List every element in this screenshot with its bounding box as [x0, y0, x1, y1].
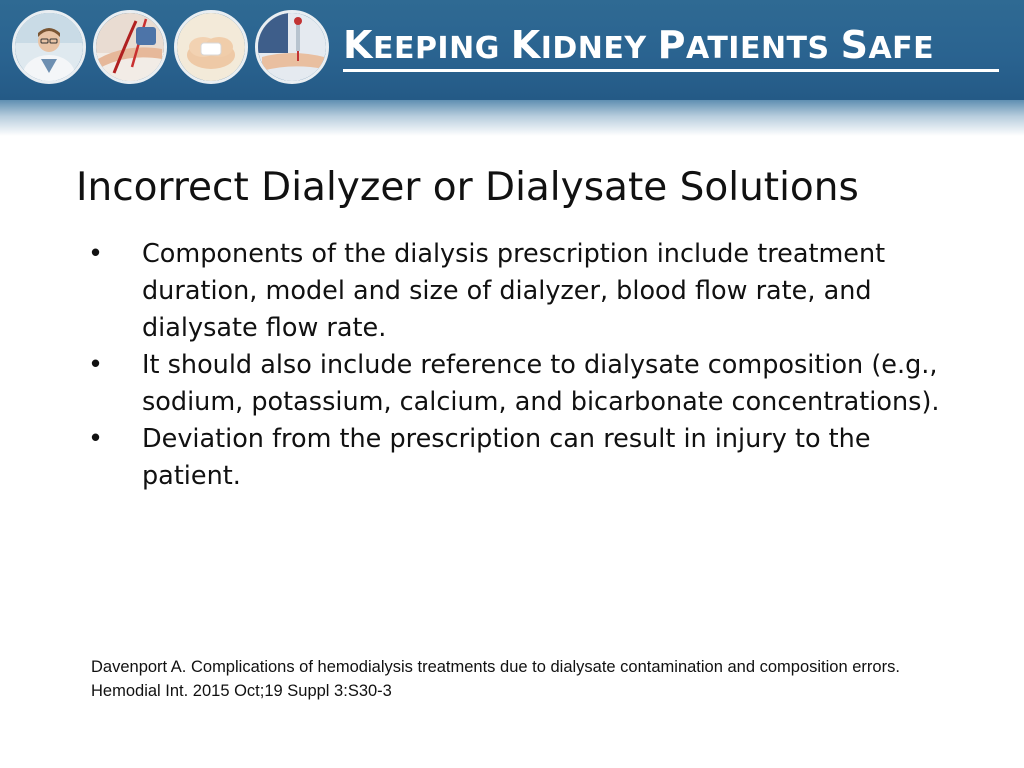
- brand-word: AFE: [868, 31, 935, 66]
- dialysis-arm-icon: [96, 13, 164, 81]
- brand-letter: S: [840, 23, 869, 67]
- bullet-text: Components of the dialysis prescription include treatment duration, model and size of dialyzer, blood flow rate, and dialysate flow rate.: [142, 239, 886, 343]
- brand-underline: [343, 69, 999, 72]
- brand-word: ATIENTS: [685, 31, 830, 66]
- hands-photo: [174, 10, 248, 84]
- bullet-marker: •: [88, 350, 104, 380]
- hands-icon: [177, 13, 245, 81]
- doctor-icon: [15, 13, 83, 81]
- patient-arm-photo: [255, 10, 329, 84]
- patient-arm-icon: [258, 13, 326, 81]
- bullet-item: [88, 421, 948, 495]
- header-fade: [0, 100, 1024, 136]
- brand-word: EEPING: [372, 31, 500, 66]
- brand-title: [343, 20, 1003, 70]
- brand-word: IDNEY: [540, 31, 647, 66]
- brand-letter: P: [657, 23, 686, 67]
- brand-letter: K: [510, 23, 541, 67]
- header-banner: [0, 0, 1024, 100]
- citation: Davenport A. Complications of hemodialysis treatments due to dialysate contamination and composition errors. Hemodial Int. 2015 Oct;19 Suppl 3:S30-3: [91, 658, 900, 700]
- brand-letter: K: [343, 23, 373, 67]
- doctor-photo: [12, 10, 86, 84]
- bullet-marker: •: [88, 239, 104, 269]
- bullet-item: [88, 236, 948, 347]
- bullet-marker: •: [88, 424, 104, 454]
- bullet-text: It should also include reference to dialysate composition (e.g., sodium, potassium, calcium, and bicarbonate concentrations).: [142, 350, 940, 417]
- dialysis-photo: [93, 10, 167, 84]
- bullet-item: [88, 347, 948, 421]
- bullet-text: Deviation from the prescription can result in injury to the patient.: [142, 424, 871, 491]
- bullet-list: [88, 236, 948, 495]
- slide-title: Incorrect Dialyzer or Dialysate Solutions: [76, 165, 859, 210]
